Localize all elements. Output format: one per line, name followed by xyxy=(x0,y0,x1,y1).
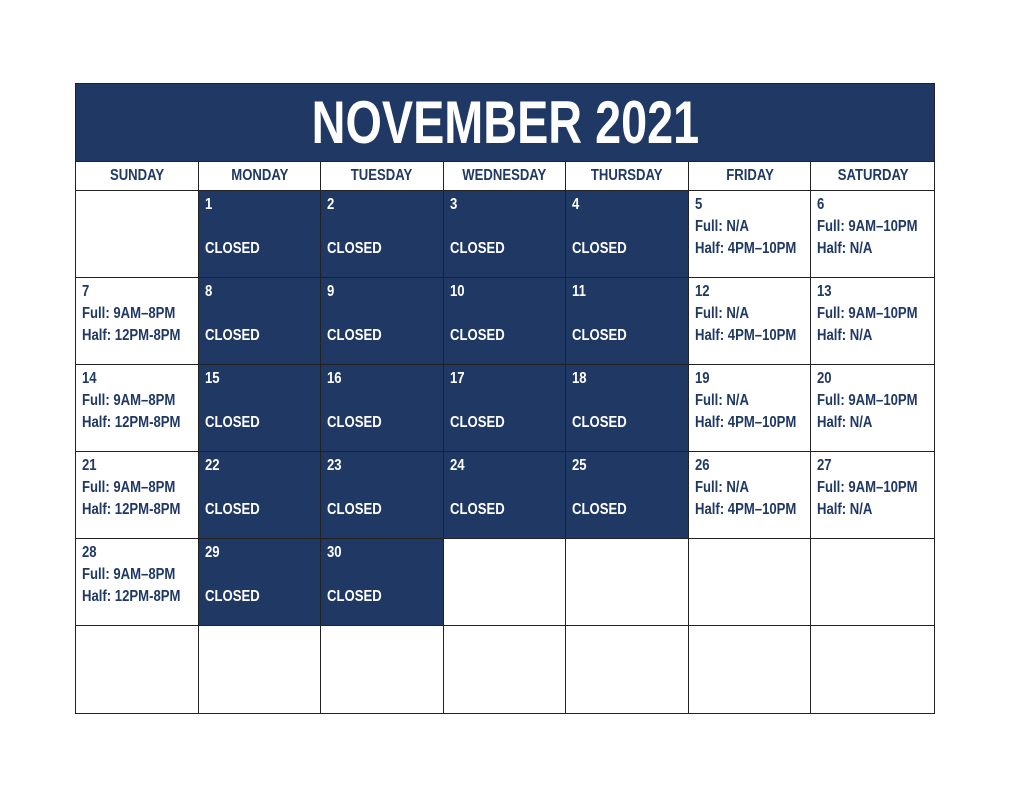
day-number xyxy=(695,368,805,390)
full-hours xyxy=(695,303,805,325)
full-hours xyxy=(817,216,928,238)
closed-label-text: CLOSED xyxy=(572,327,627,344)
day-number xyxy=(817,281,928,303)
closed-label-text: CLOSED xyxy=(204,327,260,344)
closed-label-text: CLOSED xyxy=(449,414,505,431)
day-cell-24 xyxy=(444,452,567,539)
calendar xyxy=(75,83,935,714)
day-number-text: 28 xyxy=(82,544,97,561)
full-hours xyxy=(82,564,192,586)
closed-label xyxy=(205,412,315,434)
half-hours xyxy=(817,412,928,434)
spacer xyxy=(327,303,437,325)
closed-label-text: CLOSED xyxy=(204,501,260,518)
hours-text: Full: N/A xyxy=(694,479,749,496)
day-cell-20 xyxy=(811,365,934,452)
day-cell-11 xyxy=(566,278,689,365)
spacer xyxy=(572,303,682,325)
hours-text: Full: 9AM–10PM xyxy=(817,305,919,322)
day-number xyxy=(205,542,315,564)
day-number xyxy=(205,455,315,477)
day-number xyxy=(572,281,682,303)
empty-day-cell xyxy=(689,539,812,626)
day-cell-13 xyxy=(811,278,934,365)
hours-text: Half: 12PM-8PM xyxy=(82,588,181,605)
closed-label-text: CLOSED xyxy=(449,501,505,518)
day-number-text: 23 xyxy=(327,457,342,474)
spacer xyxy=(572,390,682,412)
weekday-header-wednesday xyxy=(444,162,567,190)
day-cell-23 xyxy=(321,452,444,539)
day-number xyxy=(82,542,192,564)
day-number xyxy=(817,455,928,477)
hours-text: Half: N/A xyxy=(817,414,873,431)
closed-label xyxy=(205,586,315,608)
closed-label xyxy=(450,238,560,260)
full-hours xyxy=(82,390,192,412)
day-cell-10 xyxy=(444,278,567,365)
hours-text: Half: N/A xyxy=(817,501,873,518)
closed-label-text: CLOSED xyxy=(572,414,627,431)
day-number-text: 19 xyxy=(694,370,710,387)
hours-text: Full: 9AM–8PM xyxy=(82,566,176,583)
day-cell-29 xyxy=(199,539,322,626)
full-hours xyxy=(82,477,192,499)
closed-label-text: CLOSED xyxy=(204,414,260,431)
full-hours xyxy=(82,303,192,325)
hours-text: Full: 9AM–10PM xyxy=(817,218,919,235)
spacer xyxy=(205,477,315,499)
closed-label xyxy=(205,238,315,260)
weekday-label: WEDNESDAY xyxy=(462,167,547,184)
spacer xyxy=(450,477,560,499)
day-number-text: 2 xyxy=(327,196,335,213)
day-number xyxy=(572,368,682,390)
day-number-text: 9 xyxy=(327,283,335,300)
hours-text: Full: 9AM–8PM xyxy=(82,305,176,322)
closed-label xyxy=(450,325,560,347)
spacer xyxy=(327,477,437,499)
weekday-header-row xyxy=(76,162,934,191)
hours-text: Full: 9AM–10PM xyxy=(817,479,919,496)
day-cell-17 xyxy=(444,365,567,452)
day-number xyxy=(450,368,560,390)
day-cell-5 xyxy=(689,191,812,278)
closed-label-text: CLOSED xyxy=(327,414,382,431)
day-number xyxy=(572,455,682,477)
day-number-text: 11 xyxy=(572,283,587,300)
day-cell-9 xyxy=(321,278,444,365)
day-cell-21 xyxy=(76,452,199,539)
day-number-text: 22 xyxy=(204,457,220,474)
day-number xyxy=(82,368,192,390)
empty-day-cell xyxy=(811,626,934,713)
weekday-label: MONDAY xyxy=(230,167,288,184)
spacer xyxy=(572,216,682,238)
day-number-text: 26 xyxy=(694,457,710,474)
day-number-text: 21 xyxy=(82,457,97,474)
hours-text: Half: N/A xyxy=(817,327,873,344)
spacer xyxy=(572,477,682,499)
hours-text: Half: 4PM–10PM xyxy=(694,414,797,431)
day-number xyxy=(817,368,928,390)
day-number-text: 7 xyxy=(82,283,90,300)
hours-text: Full: N/A xyxy=(694,305,749,322)
day-number-text: 10 xyxy=(449,283,465,300)
day-number-text: 25 xyxy=(572,457,587,474)
day-cell-18 xyxy=(566,365,689,452)
day-number xyxy=(450,281,560,303)
day-number-text: 15 xyxy=(204,370,220,387)
empty-day-cell xyxy=(444,539,567,626)
hours-text: Half: 4PM–10PM xyxy=(694,327,797,344)
closed-label xyxy=(572,499,682,521)
day-cell-15 xyxy=(199,365,322,452)
day-number-text: 18 xyxy=(572,370,587,387)
day-number-text: 12 xyxy=(694,283,710,300)
day-number-text: 14 xyxy=(82,370,97,387)
day-number xyxy=(82,281,192,303)
empty-day-cell xyxy=(689,626,812,713)
half-hours xyxy=(695,325,805,347)
closed-label xyxy=(205,499,315,521)
closed-label xyxy=(327,586,437,608)
day-number xyxy=(450,194,560,216)
half-hours xyxy=(695,412,805,434)
spacer xyxy=(205,390,315,412)
day-number xyxy=(327,542,437,564)
closed-label xyxy=(572,412,682,434)
weekday-header-monday xyxy=(199,162,322,190)
weekday-label: FRIDAY xyxy=(725,167,774,184)
half-hours xyxy=(817,238,928,260)
day-number xyxy=(205,368,315,390)
day-number-text: 5 xyxy=(694,196,703,213)
day-cell-16 xyxy=(321,365,444,452)
closed-label-text: CLOSED xyxy=(449,327,505,344)
day-number xyxy=(82,455,192,477)
empty-day-cell xyxy=(566,539,689,626)
weekday-header-friday xyxy=(689,162,812,190)
day-cell-3 xyxy=(444,191,567,278)
day-cell-30 xyxy=(321,539,444,626)
day-number xyxy=(205,281,315,303)
day-cell-8 xyxy=(199,278,322,365)
closed-label xyxy=(327,325,437,347)
closed-label xyxy=(327,238,437,260)
half-hours xyxy=(82,586,192,608)
half-hours xyxy=(82,412,192,434)
closed-label xyxy=(450,499,560,521)
hours-text: Half: 12PM-8PM xyxy=(82,501,181,518)
spacer xyxy=(205,564,315,586)
day-number-text: 24 xyxy=(449,457,465,474)
spacer xyxy=(450,390,560,412)
spacer xyxy=(327,216,437,238)
half-hours xyxy=(82,499,192,521)
day-cell-1 xyxy=(199,191,322,278)
closed-label xyxy=(572,238,682,260)
day-number-text: 17 xyxy=(449,370,465,387)
hours-text: Full: N/A xyxy=(694,218,749,235)
spacer xyxy=(327,390,437,412)
weekday-label: THURSDAY xyxy=(591,167,663,184)
day-number-text: 6 xyxy=(817,196,825,213)
closed-label xyxy=(205,325,315,347)
closed-label-text: CLOSED xyxy=(327,588,382,605)
spacer xyxy=(327,564,437,586)
day-number-text: 13 xyxy=(817,283,833,300)
closed-label-text: CLOSED xyxy=(204,588,260,605)
day-number xyxy=(327,194,437,216)
closed-label-text: CLOSED xyxy=(327,327,382,344)
day-number xyxy=(327,281,437,303)
day-number xyxy=(572,194,682,216)
day-cell-12 xyxy=(689,278,812,365)
weekday-label: SUNDAY xyxy=(109,167,164,184)
day-number-text: 16 xyxy=(327,370,342,387)
day-number-text: 1 xyxy=(204,196,212,213)
full-hours xyxy=(817,303,928,325)
closed-label-text: CLOSED xyxy=(204,240,260,257)
day-number-text: 4 xyxy=(572,196,580,213)
day-number-text: 3 xyxy=(449,196,458,213)
spacer xyxy=(205,216,315,238)
day-cell-26 xyxy=(689,452,812,539)
hours-text: Half: 4PM–10PM xyxy=(694,240,797,257)
day-number-text: 20 xyxy=(817,370,833,387)
day-cell-14 xyxy=(76,365,199,452)
day-number xyxy=(817,194,928,216)
half-hours xyxy=(817,325,928,347)
day-number xyxy=(695,194,805,216)
weekday-header-thursday xyxy=(566,162,689,190)
closed-label-text: CLOSED xyxy=(327,501,382,518)
spacer xyxy=(205,303,315,325)
weekday-header-saturday xyxy=(811,162,934,190)
weekday-header-sunday xyxy=(76,162,199,190)
day-number xyxy=(327,368,437,390)
day-number-text: 8 xyxy=(204,283,212,300)
day-cell-27 xyxy=(811,452,934,539)
half-hours xyxy=(695,499,805,521)
empty-day-cell xyxy=(444,626,567,713)
closed-label xyxy=(327,499,437,521)
hours-text: Full: 9AM–10PM xyxy=(817,392,919,409)
day-grid xyxy=(76,191,934,713)
page-title: NOVEMBER 2021 xyxy=(311,88,699,156)
day-cell-25 xyxy=(566,452,689,539)
hours-text: Half: N/A xyxy=(817,240,873,257)
full-hours xyxy=(695,477,805,499)
hours-text: Half: 12PM-8PM xyxy=(82,414,181,431)
weekday-label: SATURDAY xyxy=(837,167,909,184)
day-number xyxy=(327,455,437,477)
day-cell-22 xyxy=(199,452,322,539)
closed-label xyxy=(327,412,437,434)
empty-day-cell xyxy=(321,626,444,713)
full-hours xyxy=(695,216,805,238)
closed-label xyxy=(450,412,560,434)
hours-text: Half: 4PM–10PM xyxy=(694,501,797,518)
closed-label-text: CLOSED xyxy=(572,501,627,518)
day-cell-28 xyxy=(76,539,199,626)
hours-text: Full: N/A xyxy=(694,392,749,409)
empty-day-cell xyxy=(199,626,322,713)
empty-day-cell xyxy=(76,626,199,713)
spacer xyxy=(450,216,560,238)
day-number xyxy=(205,194,315,216)
closed-label-text: CLOSED xyxy=(572,240,627,257)
title-bar xyxy=(76,84,934,162)
day-number-text: 29 xyxy=(204,544,220,561)
day-number xyxy=(695,455,805,477)
day-number xyxy=(450,455,560,477)
full-hours xyxy=(695,390,805,412)
weekday-label: TUESDAY xyxy=(351,167,413,184)
empty-day-cell xyxy=(76,191,199,278)
day-cell-2 xyxy=(321,191,444,278)
empty-day-cell xyxy=(811,539,934,626)
full-hours xyxy=(817,390,928,412)
closed-label-text: CLOSED xyxy=(449,240,505,257)
half-hours xyxy=(817,499,928,521)
spacer xyxy=(450,303,560,325)
day-number xyxy=(695,281,805,303)
day-number-text: 27 xyxy=(817,457,833,474)
weekday-header-tuesday xyxy=(321,162,444,190)
full-hours xyxy=(817,477,928,499)
day-cell-4 xyxy=(566,191,689,278)
closed-label xyxy=(572,325,682,347)
day-cell-19 xyxy=(689,365,812,452)
half-hours xyxy=(82,325,192,347)
hours-text: Half: 12PM-8PM xyxy=(82,327,181,344)
closed-label-text: CLOSED xyxy=(327,240,382,257)
hours-text: Full: 9AM–8PM xyxy=(82,392,176,409)
day-cell-6 xyxy=(811,191,934,278)
empty-day-cell xyxy=(566,626,689,713)
day-number-text: 30 xyxy=(327,544,342,561)
hours-text: Full: 9AM–8PM xyxy=(82,479,176,496)
half-hours xyxy=(695,238,805,260)
day-cell-7 xyxy=(76,278,199,365)
